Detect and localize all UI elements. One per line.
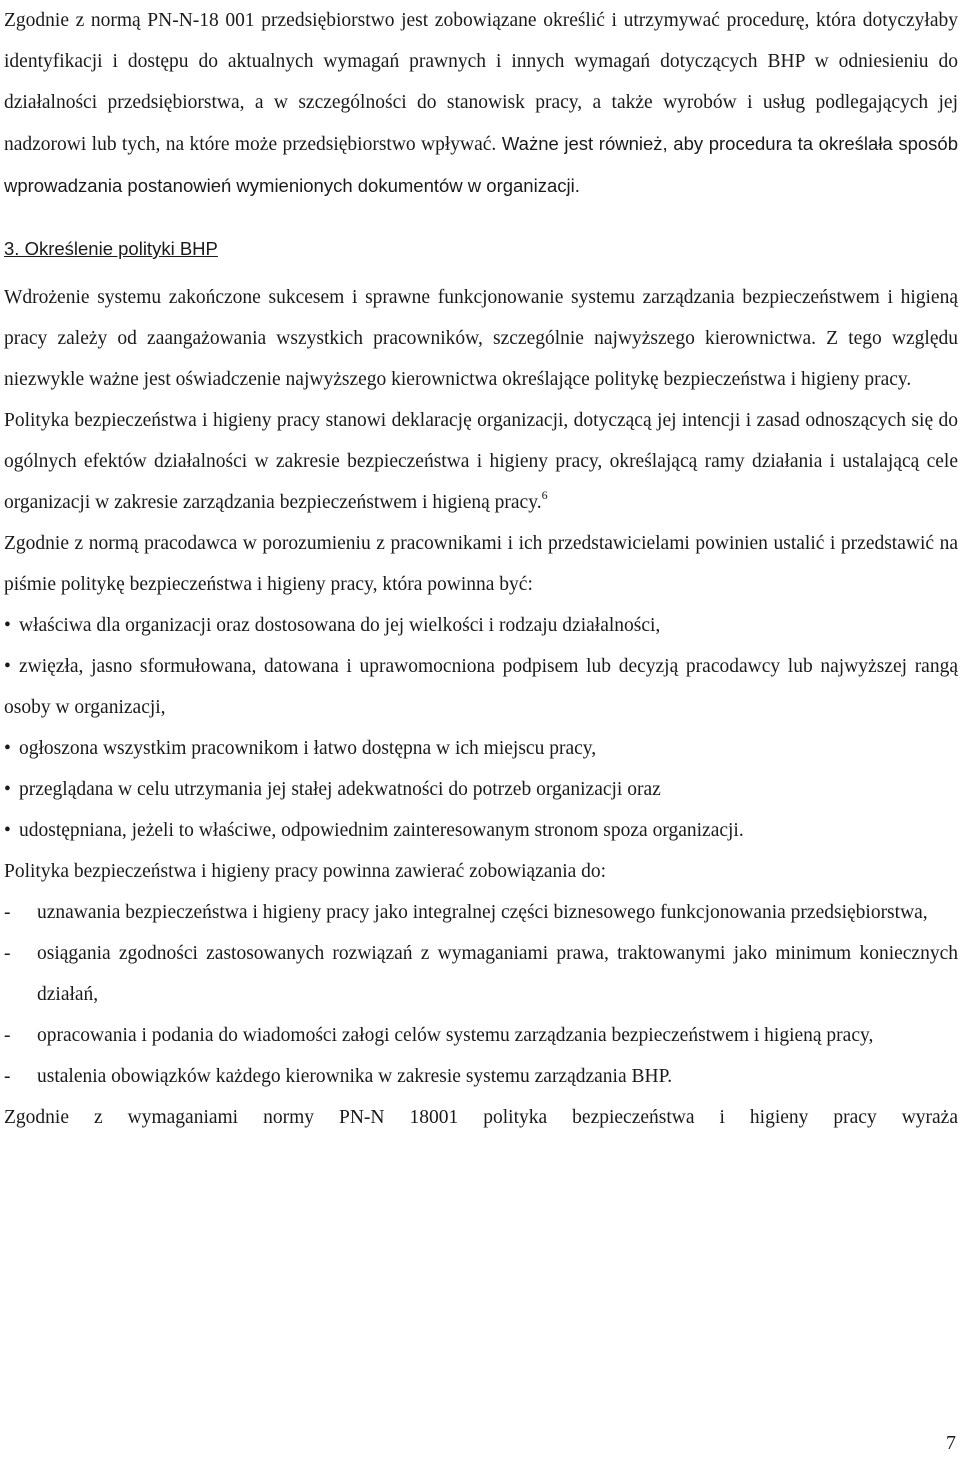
dash-marker: -	[4, 1025, 11, 1046]
list-item	[4, 728, 958, 769]
list-item-text: ogłoszona wszystkim pracownikom i łatwo dostępna w ich miejscu pracy,	[19, 738, 597, 759]
list-item-text: zwięzła, jasno sformułowana, datowana i uprawomocniona podpisem lub decyzją pracodawcy lub najwyższej rangą osoby w organizacji,	[4, 656, 958, 718]
list-item	[4, 1056, 958, 1097]
list-item	[4, 769, 958, 810]
list-item-text: opracowania i podania do wiadomości załogi celów systemu zarządzania bezpieczeństwem i higieną pracy,	[37, 1025, 874, 1046]
list-item	[4, 1015, 958, 1056]
intro-continuation: Ważne jest również, aby procedura ta określała sposób wprowadzania postanowień wymienionych dokumentów w organizacji.	[4, 133, 958, 196]
list-item	[4, 810, 958, 851]
list-item-text: osiągania zgodności zastosowanych rozwiązań z wymaganiami prawa, traktowanymi jako minimum koniecznych działań,	[37, 943, 958, 1005]
bullet-marker: •	[4, 615, 11, 636]
list-item-text: przeglądana w celu utrzymania jej stałej adekwatności do potrzeb organizacji oraz	[19, 779, 661, 800]
bullet-list	[4, 605, 958, 851]
bullet-marker: •	[4, 820, 11, 841]
dash-list	[4, 892, 958, 1097]
bullet-marker: •	[4, 656, 11, 677]
implementation-paragraph: Wdrożenie systemu zakończone sukcesem i sprawne funkcjonowanie systemu zarządzania bezpieczeństwem i higieną pracy zależy od zaangażowania wszystkich pracowników, szczególnie najwyższego kierownictwa. Z tego względu niezwykle ważne jest oświadczenie najwyższego kierownictwa określające politykę bezpieczeństwa i higieny pracy.	[4, 287, 958, 390]
intro-paragraph	[4, 0, 958, 207]
policy-definition-paragraph	[4, 400, 958, 523]
closing-paragraph: Zgodnie z wymaganiami normy PN-N 18001 polityka bezpieczeństwa i higieny pracy wyraża	[4, 1107, 958, 1128]
bullet-marker: •	[4, 738, 11, 759]
page-number: 7	[946, 1432, 956, 1454]
document-page	[4, 0, 958, 1138]
list-item-text: ustalenia obowiązków każdego kierownika w zakresie systemu zarządzania BHP.	[37, 1066, 673, 1087]
list-item-text: uznawania bezpieczeństwa i higieny pracy jako integralnej części biznesowego funkcjonowania przedsiębiorstwa,	[37, 902, 928, 923]
dash-marker: -	[4, 902, 11, 923]
dash-marker: -	[4, 1066, 11, 1087]
commitments-intro-paragraph: Polityka bezpieczeństwa i higieny pracy powinna zawierać zobowiązania do:	[4, 861, 607, 882]
dash-marker: -	[4, 943, 11, 964]
list-item	[4, 933, 958, 1015]
list-item-text: właściwa dla organizacji oraz dostosowana do jej wielkości i rodzaju działalności,	[19, 615, 661, 636]
list-item	[4, 605, 958, 646]
list-item	[4, 646, 958, 728]
employer-intro-paragraph: Zgodnie z normą pracodawca w porozumieniu z pracownikami i ich przedstawicielami powinien ustalić i przedstawić na piśmie politykę bezpieczeństwa i higieny pracy, która powinna być:	[4, 533, 958, 595]
list-item-text: udostępniana, jeżeli to właściwe, odpowiednim zainteresowanym stronom spoza organizacji.	[19, 820, 744, 841]
section-heading: 3. Określenie polityki BHP	[4, 238, 218, 259]
list-item	[4, 892, 958, 933]
bullet-marker: •	[4, 779, 11, 800]
policy-definition-text: Polityka bezpieczeństwa i higieny pracy stanowi deklarację organizacji, dotyczącą jej intencji i zasad odnoszących się do ogólnych efektów działalności w zakresie bezpieczeństwa i higieny pracy, określającą ramy działania i ustalającą cele organizacji w zakresie zarządzania bezpieczeństwem i higieną pracy.	[4, 410, 958, 513]
footnote-reference: 6	[541, 488, 548, 502]
intro-text: Zgodnie z normą PN-N-18 001 przedsiębiorstwo jest zobowiązane określić i utrzymywać procedurę, która dotyczyłaby identyfikacji i dostępu do aktualnych wymagań prawnych i innych wymagań dotyczących BHP w odniesieniu do działalności przedsiębiorstwa, a w szczególności do stanowisk pracy, a także wyrobów i usług podlegających jej nadzorowi lub tych, na które może przedsiębiorstwo wpływać.	[4, 10, 958, 155]
